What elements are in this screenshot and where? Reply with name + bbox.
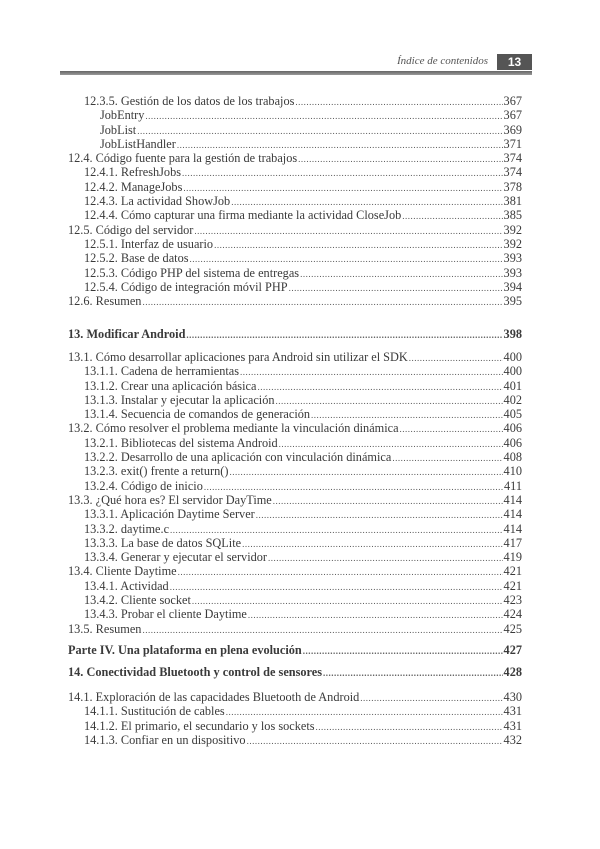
toc-entry-label: JobEntry xyxy=(100,108,145,123)
toc-entry-page: 414 xyxy=(503,492,522,507)
dot-leader xyxy=(186,328,502,341)
dot-leader xyxy=(298,152,502,165)
dot-leader xyxy=(247,734,503,747)
toc-entry-label: 12.5.3. Código PHP del sistema de entregas xyxy=(84,265,300,280)
toc-entry-page: 402 xyxy=(503,392,522,407)
dot-leader xyxy=(409,351,503,364)
toc-entry-page: 393 xyxy=(503,251,522,266)
toc-entry-label: 13.2.1. Bibliotecas del sistema Android xyxy=(84,435,278,450)
toc-entry xyxy=(68,194,522,208)
toc-entry-page: 398 xyxy=(503,327,522,341)
toc-entry-label: 13.2.3. exit() frente a return() xyxy=(84,464,229,479)
toc-entry-page: 400 xyxy=(503,350,522,364)
toc-entry-label: 14. Conectividad Bluetooth y control de sensores xyxy=(68,665,323,679)
toc-entry-label: JobList xyxy=(100,122,137,137)
toc-entry-label: 13.1.2. Crear una aplicación básica xyxy=(84,378,257,393)
dot-leader xyxy=(204,480,503,493)
toc-entry xyxy=(68,522,522,536)
dot-leader xyxy=(214,238,502,251)
toc-entry-label: 14.1. Exploración de las capacidades Bluetooth de Android xyxy=(68,690,360,704)
toc-entry-label: 14.1.1. Sustitución de cables xyxy=(84,704,225,719)
toc-entry-page: 381 xyxy=(503,194,522,209)
toc-entry-page: 410 xyxy=(503,464,522,479)
toc-entry-page: 371 xyxy=(503,136,522,151)
dot-leader xyxy=(316,720,503,733)
toc-entry xyxy=(68,280,522,294)
toc-entry-page: 423 xyxy=(503,593,522,608)
toc-entry-page: 367 xyxy=(503,94,522,108)
dot-leader xyxy=(289,281,503,294)
dot-leader xyxy=(145,109,502,122)
dot-leader xyxy=(279,437,503,450)
toc-entry-page: 385 xyxy=(503,208,522,223)
toc-entry-label: 13.5. Resumen xyxy=(68,621,142,636)
toc-entry-page: 430 xyxy=(503,690,522,704)
toc-entry xyxy=(68,208,522,222)
toc-entry-label: 14.1.3. Confiar en un dispositivo xyxy=(84,732,246,747)
toc-entry-page: 421 xyxy=(503,578,522,593)
toc-entry-label: 13.4.2. Cliente socket xyxy=(84,593,191,608)
toc-entry xyxy=(68,464,522,478)
toc-entry-label: 13.2.2. Desarrollo de una aplicación con vinculación dinámica xyxy=(84,450,392,465)
dot-leader xyxy=(240,365,503,378)
dot-leader xyxy=(248,608,503,621)
toc-group-part4-title xyxy=(68,643,522,657)
toc-group-chapter12 xyxy=(68,94,522,308)
toc-entry-page: 414 xyxy=(503,521,522,536)
toc-entry xyxy=(68,665,522,679)
dot-leader xyxy=(276,394,503,407)
dot-leader xyxy=(229,465,502,478)
toc-entry xyxy=(68,151,522,165)
toc-entry-label: 12.5.2. Base de datos xyxy=(84,251,189,266)
dot-leader xyxy=(402,209,502,222)
toc-entry xyxy=(68,564,522,578)
dot-leader xyxy=(142,623,502,636)
toc-entry xyxy=(68,237,522,251)
dot-leader xyxy=(226,705,503,718)
toc-entry-page: 393 xyxy=(503,265,522,280)
toc-entry-label: 13.4. Cliente Daytime xyxy=(68,564,177,579)
dot-leader xyxy=(268,551,503,564)
toc-entry-label: 12.4.2. ManageJobs xyxy=(84,179,183,194)
dot-leader xyxy=(257,380,502,393)
toc-entry-label: 13.3.4. Generar y ejecutar el servidor xyxy=(84,550,268,565)
toc-entry-label: JobListHandler xyxy=(100,136,176,151)
toc-entry-label: 12.5.1. Interfaz de usuario xyxy=(84,236,214,251)
dot-leader xyxy=(256,508,503,521)
dot-leader xyxy=(137,124,502,137)
toc-entry-page: 406 xyxy=(503,421,522,436)
dot-leader xyxy=(295,95,502,108)
toc-entry-label: 12.5.4. Código de integración móvil PHP xyxy=(84,279,288,294)
toc-entry-page: 392 xyxy=(503,236,522,251)
toc-entry xyxy=(68,137,522,151)
toc-entry xyxy=(68,379,522,393)
dot-leader xyxy=(183,181,502,194)
toc-entry-page: 414 xyxy=(503,507,522,522)
toc-entry-label: 12.3.5. Gestión de los datos de los trabajos xyxy=(84,94,295,108)
page-number: 13 xyxy=(497,54,532,70)
toc-entry-label: 12.4. Código fuente para la gestión de trabajos xyxy=(68,151,298,166)
running-header-title: Índice de contenidos xyxy=(396,55,488,67)
toc-entry-label: 13.3. ¿Qué hora es? El servidor DayTime xyxy=(68,492,272,507)
toc-entry-page: 374 xyxy=(503,165,522,180)
toc-entry xyxy=(68,223,522,237)
dot-leader xyxy=(170,523,503,536)
toc-entry xyxy=(68,690,522,704)
toc-entry-page: 419 xyxy=(503,550,522,565)
dot-leader xyxy=(300,267,502,280)
toc-entry xyxy=(68,579,522,593)
toc-entry-page: 369 xyxy=(503,122,522,137)
toc-entry-page: 406 xyxy=(503,435,522,450)
toc-entry-label: 13.3.1. Aplicación Daytime Server xyxy=(84,507,255,522)
dot-leader xyxy=(194,224,502,237)
toc-entry-page: 400 xyxy=(503,364,522,379)
dot-leader xyxy=(192,594,503,607)
toc-entry-label: Parte IV. Una plataforma en plena evolución xyxy=(68,643,302,657)
toc-entry-page: 401 xyxy=(503,378,522,393)
dot-leader xyxy=(190,252,503,265)
toc-entry-label: 13.1.1. Cadena de herramientas xyxy=(84,364,240,379)
toc-entry xyxy=(68,550,522,564)
toc-entry-label: 14.1.2. El primario, el secundario y los sockets xyxy=(84,718,315,733)
toc-entry-page: 392 xyxy=(503,222,522,237)
toc-entry xyxy=(68,327,522,341)
toc-entry-page: 431 xyxy=(503,704,522,719)
toc-entry-label: 13.4.1. Actividad xyxy=(84,578,169,593)
toc-entry xyxy=(68,251,522,265)
toc-entry-page: 432 xyxy=(503,732,522,747)
toc-entry xyxy=(68,266,522,280)
toc-entry xyxy=(68,393,522,407)
toc-entry-page: 408 xyxy=(503,450,522,465)
toc-entry-label: 13.1.4. Secuencia de comandos de generación xyxy=(84,407,311,422)
dot-leader xyxy=(311,408,503,421)
dot-leader xyxy=(182,166,503,179)
toc-entry-page: 394 xyxy=(503,279,522,294)
toc-entry xyxy=(68,704,522,718)
toc-entry-label: 12.4.1. RefreshJobs xyxy=(84,165,182,180)
toc-entry-label: 13.2. Cómo resolver el problema mediante la vinculación dinámica xyxy=(68,421,399,436)
toc-entry xyxy=(68,94,522,108)
toc-entry-page: 427 xyxy=(503,643,522,657)
toc-entry-label: 12.4.4. Cómo capturar una firma mediante la actividad CloseJob xyxy=(84,208,402,223)
toc-group-chapter13 xyxy=(68,350,522,636)
toc-entry-label: 13.1. Cómo desarrollar aplicaciones para Android sin utilizar el SDK xyxy=(68,350,408,364)
dot-leader xyxy=(303,644,503,657)
toc-entry xyxy=(68,350,522,364)
toc-entry-label: 12.4.3. La actividad ShowJob xyxy=(84,194,231,209)
toc-entry xyxy=(68,493,522,507)
toc-entry-page: 421 xyxy=(503,564,522,579)
toc-entry-page: 405 xyxy=(503,407,522,422)
toc-group-chapter13-title xyxy=(68,327,522,341)
dot-leader xyxy=(178,565,503,578)
dot-leader xyxy=(142,295,502,308)
dot-leader xyxy=(170,580,503,593)
toc-entry-page: 374 xyxy=(503,151,522,166)
dot-leader xyxy=(273,494,503,507)
toc-entry xyxy=(68,593,522,607)
toc-entry-page: 424 xyxy=(503,607,522,622)
toc-group-chapter14 xyxy=(68,690,522,747)
toc-entry-page: 417 xyxy=(503,535,522,550)
toc-entry-label: 13.2.4. Código de inicio xyxy=(84,478,203,493)
toc-entry xyxy=(68,607,522,621)
toc-entry-page: 425 xyxy=(503,621,522,636)
dot-leader xyxy=(242,537,502,550)
toc-entry xyxy=(68,436,522,450)
dot-leader xyxy=(400,422,503,435)
toc-entry-page: 411 xyxy=(504,478,522,493)
toc-entry xyxy=(68,733,522,747)
toc-entry-page: 428 xyxy=(503,665,522,679)
dot-leader xyxy=(323,666,503,679)
toc-entry-page: 395 xyxy=(503,294,522,309)
toc-entry xyxy=(68,450,522,464)
dot-leader xyxy=(360,691,502,704)
toc-entry xyxy=(68,165,522,179)
toc-entry-page: 367 xyxy=(503,108,522,123)
toc-entry xyxy=(68,536,522,550)
toc-entry xyxy=(68,719,522,733)
toc-entry xyxy=(68,479,522,493)
toc-entry xyxy=(68,622,522,636)
toc-entry-label: 12.5. Código del servidor xyxy=(68,222,194,237)
toc-entry xyxy=(68,507,522,521)
dot-leader xyxy=(231,195,502,208)
toc-entry-page: 431 xyxy=(503,718,522,733)
toc-entry-label: 13.3.3. La base de datos SQLite xyxy=(84,535,242,550)
dot-leader xyxy=(392,451,502,464)
toc-entry xyxy=(68,421,522,435)
toc-entry xyxy=(68,643,522,657)
toc-entry-label: 13.1.3. Instalar y ejecutar la aplicación xyxy=(84,392,275,407)
header-rule xyxy=(60,71,532,75)
toc-entry xyxy=(68,407,522,421)
toc-entry-label: 13.4.3. Probar el cliente Daytime xyxy=(84,607,247,622)
toc-entry-label: 13. Modificar Android xyxy=(68,327,186,341)
toc-entry xyxy=(68,108,522,122)
dot-leader xyxy=(177,138,503,151)
toc-group-chapter14-title xyxy=(68,665,522,679)
toc-entry xyxy=(68,364,522,378)
toc-entry xyxy=(68,180,522,194)
toc-entry xyxy=(68,294,522,308)
toc-entry-page: 378 xyxy=(503,179,522,194)
toc-entry-label: 13.3.2. daytime.c xyxy=(84,521,170,536)
toc-entry xyxy=(68,123,522,137)
toc-entry-label: 12.6. Resumen xyxy=(68,294,142,309)
